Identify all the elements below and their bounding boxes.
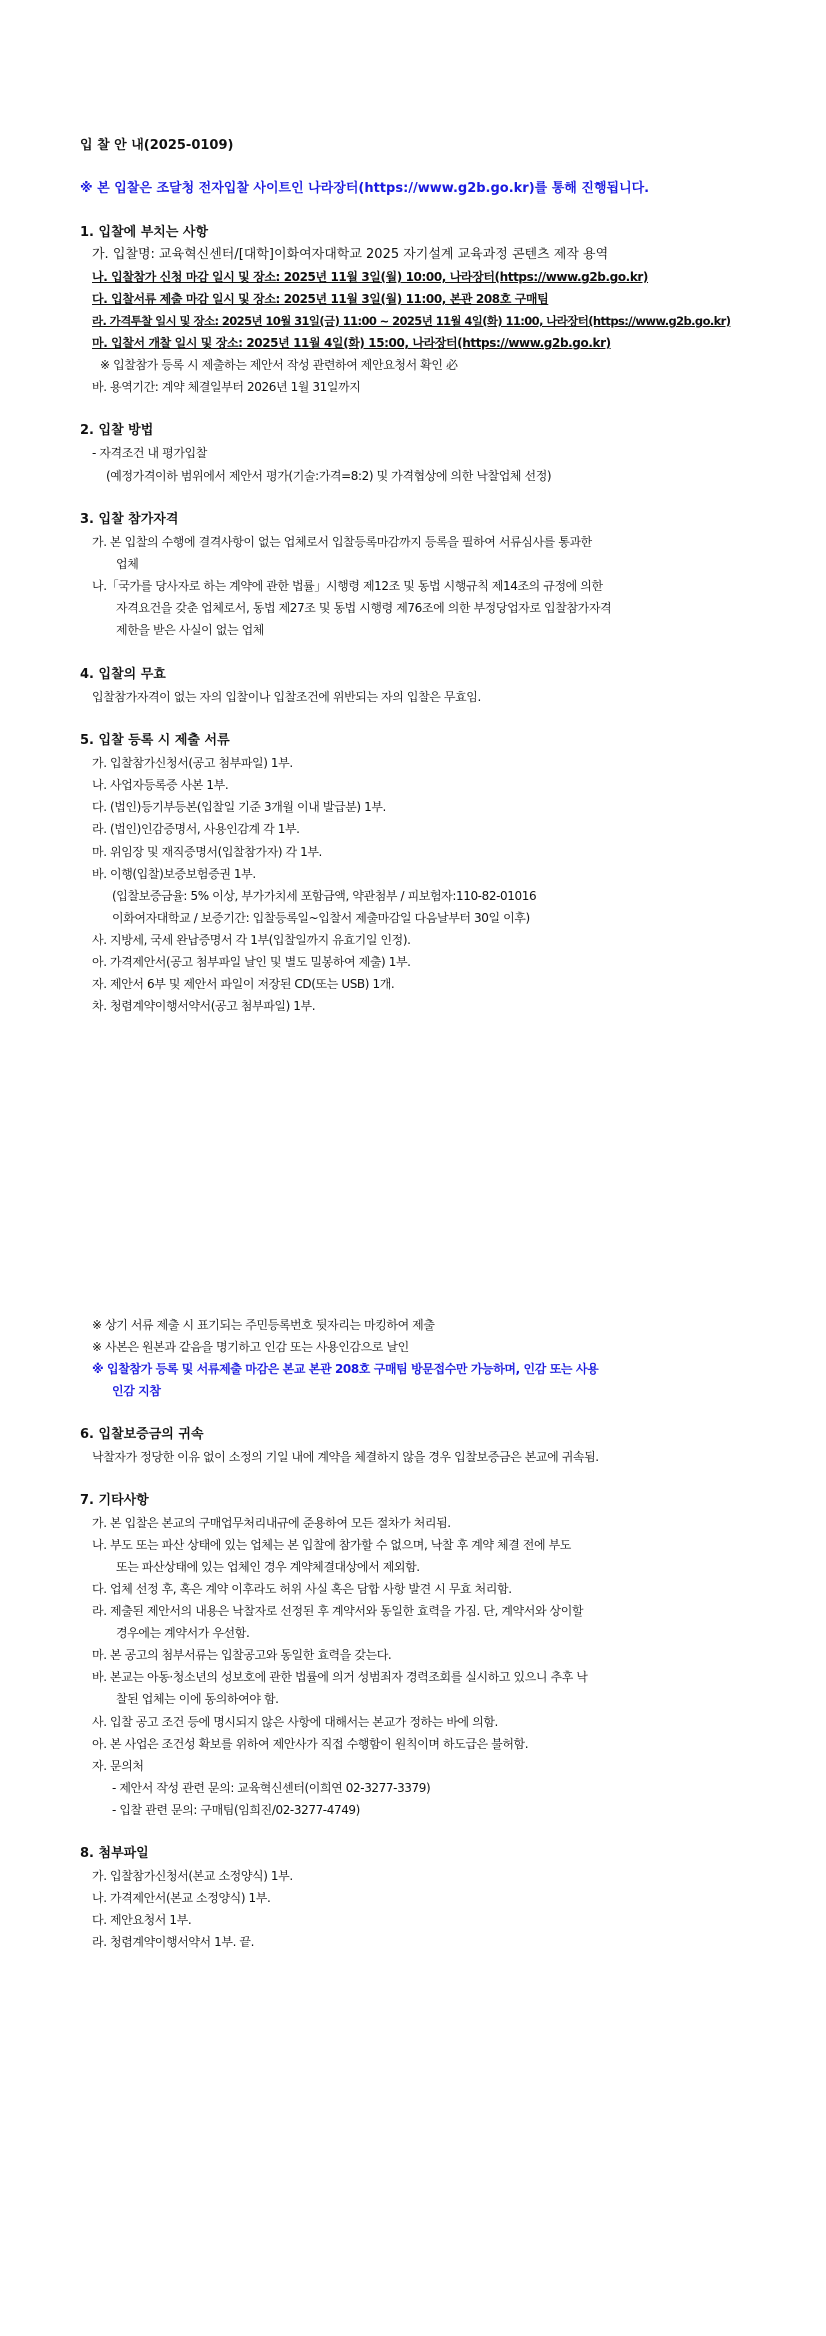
section-3-heading: 3. 입찰 참가자격 xyxy=(80,512,179,527)
s3-item-na-1: 나.「국가를 당사자로 하는 계약에 관한 법률」시행령 제12조 및 동법 시행규칙 제14조의 규정에 의한 xyxy=(92,579,603,593)
s7-item-a: 아. 본 사업은 조건성 확보를 위하여 제안사가 직접 수행함이 원칙이며 하도급은 불허함. xyxy=(92,1737,529,1751)
s3-item-ga-2: 업체 xyxy=(116,557,139,571)
s8-item-ra: 라. 청렴계약이행서약서 1부. 끝. xyxy=(92,1935,255,1949)
section-1-heading: 1. 입찰에 부치는 사항 xyxy=(80,225,209,240)
s3-item-na-2: 자격요건을 갖춘 업체로서, 동법 제27조 및 동법 시행령 제76조에 의한 부정당업자로 입찰참가자격 xyxy=(116,601,612,615)
s7-item-ra-2: 경우에는 계약서가 우선함. xyxy=(116,1626,250,1640)
section-7-heading: 7. 기타사항 xyxy=(80,1493,149,1508)
section-2-heading: 2. 입찰 방법 xyxy=(80,423,154,438)
s5-item-ra: 라. (법인)인감증명서, 사용인감계 각 1부. xyxy=(92,822,300,836)
s7-contact-proposal: - 제안서 작성 관련 문의: 교육혁신센터(이희연 02-3277-3379) xyxy=(112,1781,431,1795)
s5-item-ma: 마. 위임장 및 재직증명서(입찰참가자) 각 1부. xyxy=(92,845,322,859)
s5-item-ba: 바. 이행(입찰)보증보험증권 1부. xyxy=(92,867,256,881)
s8-item-da: 다. 제안요청서 1부. xyxy=(92,1913,192,1927)
section-4-heading: 4. 입찰의 무효 xyxy=(80,667,166,682)
s1-item-na: 나. 입찰참가 신청 마감 일시 및 장소: 2025년 11월 3일(월) 10:00, 나라장터(https://www.g2b.go.kr) xyxy=(92,270,649,284)
s7-item-ga: 가. 본 입찰은 본교의 구매업무처리내규에 준용하여 모든 절차가 처리됨. xyxy=(92,1516,451,1530)
section-6-heading: 6. 입찰보증금의 귀속 xyxy=(80,1427,204,1442)
s5-item-ba-detail-2: 이화여자대학교 / 보증기간: 입찰등록일~입찰서 제출마감일 다음날부터 30일 이후) xyxy=(112,911,530,925)
s5-item-ga: 가. 입찰참가신청서(공고 첨부파일) 1부. xyxy=(92,756,293,770)
note-1: ※ 상기 서류 제출 시 표기되는 주민등록번호 뒷자리는 마킹하여 제출 xyxy=(92,1318,435,1332)
s7-item-ba-2: 찰된 업체는 이에 동의하여야 함. xyxy=(116,1692,279,1706)
note-3-line-1: ※ 입찰참가 등록 및 서류제출 마감은 본교 본관 208호 구매팀 방문접수만 가능하며, 인감 또는 사용 xyxy=(92,1362,599,1376)
s8-item-na: 나. 가격제안서(본교 소정양식) 1부. xyxy=(92,1891,271,1905)
s5-item-ja: 자. 제안서 6부 및 제안서 파일이 저장된 CD(또는 USB) 1개. xyxy=(92,977,395,991)
notice-line: ※ 본 입찰은 조달청 전자입찰 사이트인 나라장터(https://www.g2b.go.kr)를 통해 진행됩니다. xyxy=(80,181,650,196)
s7-item-da: 다. 업체 선정 후, 혹은 계약 이후라도 허위 사실 혹은 담합 사항 발견 시 무효 처리함. xyxy=(92,1582,512,1596)
s7-item-sa: 사. 입찰 공고 조건 등에 명시되지 않은 사항에 대해서는 본교가 정하는 바에 의함. xyxy=(92,1715,498,1729)
s2-line-1: - 자격조건 내 평가입찰 xyxy=(92,446,207,460)
s1-item-ma: 마. 입찰서 개찰 일시 및 장소: 2025년 11월 4일(화) 15:00, 나라장터(https://www.g2b.go.kr) xyxy=(92,336,611,350)
s7-item-ja: 자. 문의처 xyxy=(92,1759,144,1773)
s5-item-cha: 차. 청렴계약이행서약서(공고 첨부파일) 1부. xyxy=(92,999,316,1013)
section-8-heading: 8. 첨부파일 xyxy=(80,1846,149,1861)
s5-item-sa: 사. 지방세, 국세 완납증명서 각 1부(입찰일까지 유효기일 인정). xyxy=(92,933,411,947)
note-2: ※ 사본은 원본과 같음을 명기하고 인감 또는 사용인감으로 날인 xyxy=(92,1340,409,1354)
s2-line-2: (예정가격이하 범위에서 제안서 평가(기술:가격=8:2) 및 가격협상에 의한 낙찰업체 선정) xyxy=(106,469,552,483)
s5-item-na: 나. 사업자등록증 사본 1부. xyxy=(92,778,229,792)
s8-item-ga: 가. 입찰참가신청서(본교 소정양식) 1부. xyxy=(92,1869,293,1883)
s1-item-da: 다. 입찰서류 제출 마감 일시 및 장소: 2025년 11월 3일(월) 11:00, 본관 208호 구매팀 xyxy=(92,292,549,306)
note-3-line-2: 인감 지참 xyxy=(112,1384,161,1398)
s5-item-da: 다. (법인)등기부등본(입찰일 기준 3개월 이내 발급분) 1부. xyxy=(92,800,386,814)
s1-item-ba: 바. 용역기간: 계약 체결일부터 2026년 1월 31일까지 xyxy=(92,380,361,394)
s7-item-ba-1: 바. 본교는 아동·청소년의 성보호에 관한 법률에 의거 성범죄자 경력조회를 실시하고 있으니 추후 낙 xyxy=(92,1670,588,1684)
s7-item-ra-1: 라. 제출된 제안서의 내용은 낙찰자로 선정된 후 계약서와 동일한 효력을 가짐. 단, 계약서와 상이할 xyxy=(92,1604,584,1618)
section-5-heading: 5. 입찰 등록 시 제출 서류 xyxy=(80,733,230,748)
s3-item-ga-1: 가. 본 입찰의 수행에 결격사항이 없는 업체로서 입찰등록마감까지 등록을 필하여 서류심사를 통과한 xyxy=(92,535,592,549)
s7-contact-bidding: - 입찰 관련 문의: 구매팀(임희진/02-3277-4749) xyxy=(112,1803,360,1817)
s6-line-1: 낙찰자가 정당한 이유 없이 소정의 기일 내에 계약을 체결하지 않을 경우 입찰보증금은 본교에 귀속됨. xyxy=(92,1450,599,1464)
s5-item-ba-detail-1: (입찰보증금율: 5% 이상, 부가가치세 포함금액, 약관첨부 / 피보험자:110-82-01016 xyxy=(112,889,537,903)
s5-item-a: 아. 가격제안서(공고 첨부파일 날인 및 별도 밀봉하여 제출) 1부. xyxy=(92,955,411,969)
s7-item-na-2: 또는 파산상태에 있는 업체인 경우 계약체결대상에서 제외함. xyxy=(116,1560,420,1574)
s7-item-na-1: 나. 부도 또는 파산 상태에 있는 업체는 본 입찰에 참가할 수 없으며, 낙찰 후 계약 체결 전에 부도 xyxy=(92,1538,571,1552)
s7-item-ma: 마. 본 공고의 첨부서류는 입찰공고와 동일한 효력을 갖는다. xyxy=(92,1648,392,1662)
s1-note: ※ 입찰참가 등록 시 제출하는 제안서 작성 관련하여 제안요청서 확인 必 xyxy=(100,358,458,372)
s1-item-ga: 가. 입찰명: 교육혁신센터/[대학]이화여자대학교 2025 자기설계 교육과정 콘텐츠 제작 용역 xyxy=(92,247,609,262)
document-title: 입 찰 안 내(2025-0109) xyxy=(80,138,234,153)
s1-item-ra: 라. 가격투찰 일시 및 장소: 2025년 10월 31일(금) 11:00 ~ 2025년 11월 4일(화) 11:00, 나라장터(https://www.g2b.go.kr) xyxy=(92,314,731,328)
s3-item-na-3: 제한을 받은 사실이 없는 업체 xyxy=(116,623,264,637)
s4-line-1: 입찰참가자격이 없는 자의 입찰이나 입찰조건에 위반되는 자의 입찰은 무효임. xyxy=(92,690,481,704)
